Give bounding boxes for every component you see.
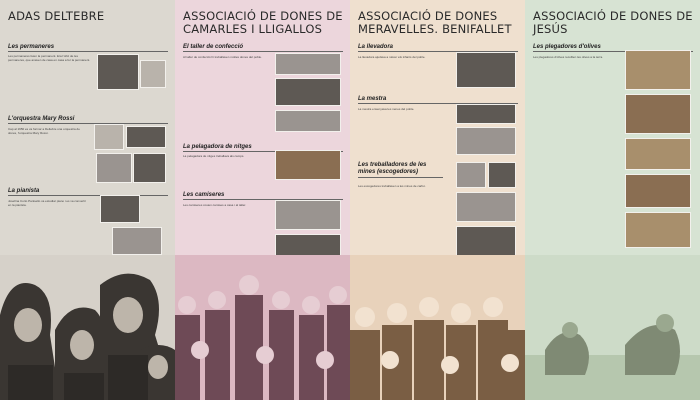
photo bbox=[456, 127, 516, 155]
panel-title: ASSOCIACIÓ DE DONES MERAVELLES. BENIFALLET bbox=[358, 9, 512, 36]
section-heading: La llevadora bbox=[358, 44, 518, 52]
section-text: La llevadora ajudava a néixer els infants del poble. bbox=[358, 55, 426, 59]
panel-title: ADAS DELTEBRE bbox=[8, 9, 105, 23]
section-heading: El taller de confecció bbox=[183, 44, 343, 52]
section-heading: Les permaneres bbox=[8, 44, 168, 52]
panel-title: ASSOCIACIÓ DE DONES DE JESÚS bbox=[533, 9, 693, 36]
photo bbox=[275, 150, 341, 180]
photo bbox=[275, 110, 341, 132]
section-heading: L'orquestra Mary Rossi bbox=[8, 116, 168, 124]
photo bbox=[456, 226, 516, 256]
photo bbox=[275, 78, 341, 106]
photo bbox=[126, 126, 166, 148]
photo bbox=[100, 195, 140, 223]
section-text: Les permaneres feien la permanent. Era l'ofici de les permaneres, que anaven de casa en casa a fer la permanent. bbox=[8, 54, 91, 62]
panel-title: ASSOCIACIÓ DE DONES DE CAMARLES I LLIGALLOS bbox=[183, 9, 343, 36]
section-text: La pelagadora de nitges treballava als camps. bbox=[183, 154, 245, 158]
panel-jesus bbox=[525, 0, 700, 400]
section-heading: La pianista bbox=[8, 188, 168, 196]
panel-adas-deltebre bbox=[0, 0, 175, 400]
group-photo-women bbox=[350, 255, 525, 400]
section-heading: La pelagadora de nitges bbox=[183, 144, 343, 152]
section-text: Les escogedores treballaven a les mines de carbó. bbox=[358, 184, 426, 188]
photo bbox=[625, 138, 691, 170]
faces-illustration bbox=[0, 255, 175, 400]
faces-illustration bbox=[350, 255, 525, 400]
photo bbox=[625, 50, 691, 90]
photo bbox=[456, 104, 516, 124]
photo bbox=[133, 153, 166, 183]
photo-women-gathering-olives bbox=[525, 255, 700, 400]
section-text: Al taller de confecció hi treballaven moltes dones del poble. bbox=[183, 55, 262, 59]
section-heading: Les camiseres bbox=[183, 192, 343, 200]
photo bbox=[112, 227, 162, 255]
faces-illustration bbox=[175, 255, 350, 400]
photo bbox=[97, 54, 139, 90]
section-text: Cap al 1950 es va formar a Deltebre una orquestra de dones, l'orquestra Mary Rossi. bbox=[8, 127, 80, 135]
section-text: Les camiseres cosien camises a casa i al taller. bbox=[183, 203, 247, 207]
section-text: La mestra ensenyava les nenes del poble. bbox=[358, 107, 415, 111]
photo bbox=[140, 60, 166, 88]
olive-pickers-illustration bbox=[525, 255, 700, 400]
panel-camarles bbox=[175, 0, 350, 400]
photo bbox=[625, 174, 691, 208]
photo bbox=[96, 153, 132, 183]
photo bbox=[625, 212, 691, 248]
photo bbox=[456, 52, 516, 88]
panel-meravelles-benifallet bbox=[350, 0, 525, 400]
photo bbox=[94, 124, 124, 150]
section-heading: La mestra bbox=[358, 96, 518, 104]
photo bbox=[275, 53, 341, 75]
section-text: Josefina Curto Panisello va estudiar piano i es va convertir en la pianista. bbox=[8, 199, 86, 207]
section-heading: Les plegadores d'olives bbox=[533, 44, 693, 52]
group-photo-women bbox=[0, 255, 175, 400]
section-text: Les plegadores d'olives recollien les olives a la terra. bbox=[533, 55, 603, 59]
section-heading: Les treballadores de les mines (escogedores) bbox=[358, 162, 443, 178]
photo bbox=[625, 94, 691, 134]
photo bbox=[456, 192, 516, 222]
photo bbox=[488, 162, 516, 188]
photo bbox=[456, 162, 486, 188]
group-photo-women bbox=[175, 255, 350, 400]
photo bbox=[275, 200, 341, 230]
